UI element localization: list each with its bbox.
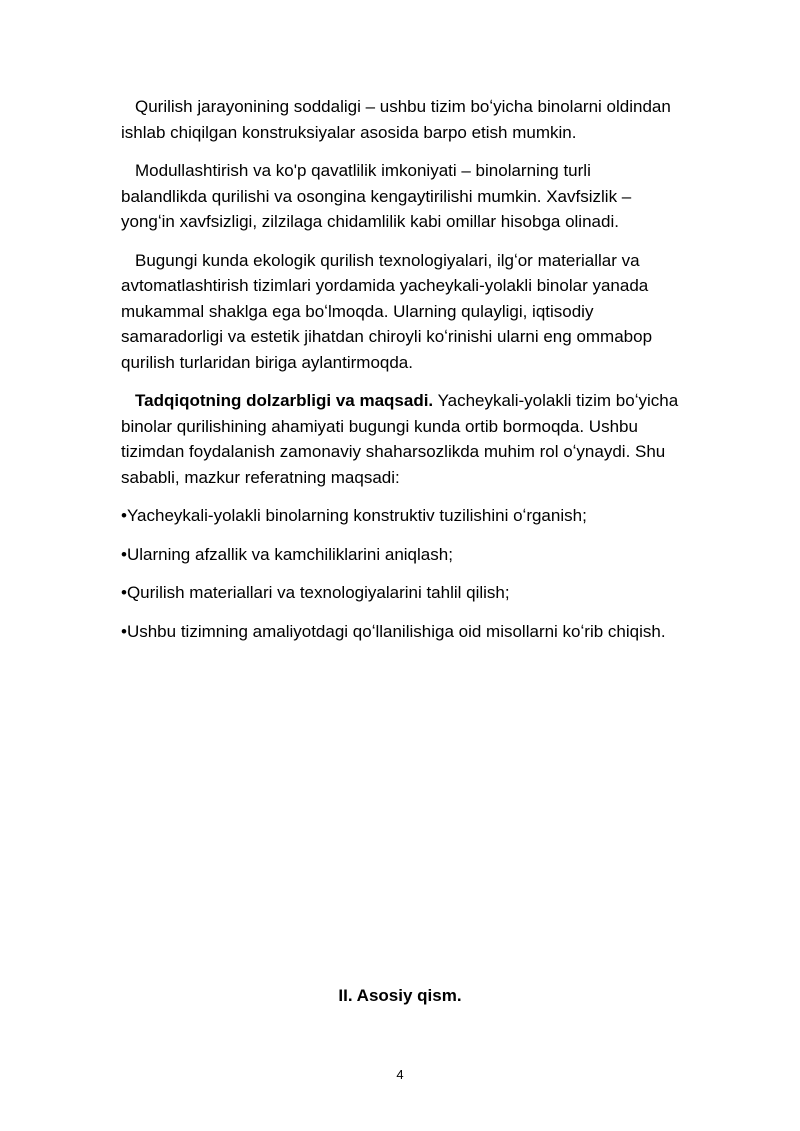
paragraph-4 [121, 388, 679, 490]
bullet-icon: • [121, 506, 127, 525]
bullet-text: Qurilish materiallari va texnologiyalarini tahlil qilish; [126, 583, 510, 602]
paragraph-2: Modullashtirish va ko'p qavatlilik imkoniyati – binolarning turli balandlikda qurilishi va osongina kengaytirilishi mumkin. Xavfsizlik – yongʻin xavfsizligi, zilzilaga chidamlilik kabi omillar hisobga olinadi. [121, 161, 632, 231]
bullet-text: Ushbu tizimning amaliyotdagi qoʻllanilishiga oid misollarni koʻrib chiqish. [126, 621, 666, 641]
bullet-item [121, 542, 679, 568]
paragraph-4-heading: Tadqiqotning dolzarbligi va maqsadi. [135, 391, 434, 410]
paragraph-1: Qurilish jarayonining soddaligi – ushbu tizim boʻyicha binolarni oldindan ishlab chiqilgan konstruksiyalar asosida barpo etish mumkin. [121, 97, 671, 142]
paragraph-4-text: Yacheykali-yolakli tizim boʻyicha binolar qurilishining ahamiyati bugungi kunda ortib bormoqda. Ushbu tizimdan foydalanish zamonaviy shaharsozlikda muhim rol oʻynaydi. Shu sababli, mazkur referatning maqsadi: [121, 391, 679, 487]
body-text [121, 94, 679, 657]
bullet-item [121, 503, 679, 529]
bullet-text: Yacheykali-yolakli binolarning konstruktiv tuzilishini oʻrganish; [126, 506, 587, 525]
bullet-icon: • [121, 621, 127, 641]
bullet-icon: • [121, 544, 127, 564]
bullet-icon: • [121, 583, 127, 602]
page-number: 4 [396, 1067, 404, 1082]
paragraph-3: Bugungi kunda ekologik qurilish texnologiyalari, ilgʻor materiallar va avtomatlashtirish tizimlari yordamida yacheykali-yolakli binolar yanada mukammal shaklga ega boʻlmoqda. Ularning qulayligi, iqtisodiy samaradorligi va estetik jihatdan chiroyli koʻrinishi ularni eng ommabop qurilish turlaridan biriga aylantirmoqda. [121, 250, 653, 372]
bullet-item [121, 619, 679, 645]
section-heading: II. Asosiy qism. [338, 986, 462, 1005]
bullet-item [121, 580, 679, 606]
bullet-text: Ularning afzallik va kamchiliklarini aniqlash; [126, 544, 453, 564]
